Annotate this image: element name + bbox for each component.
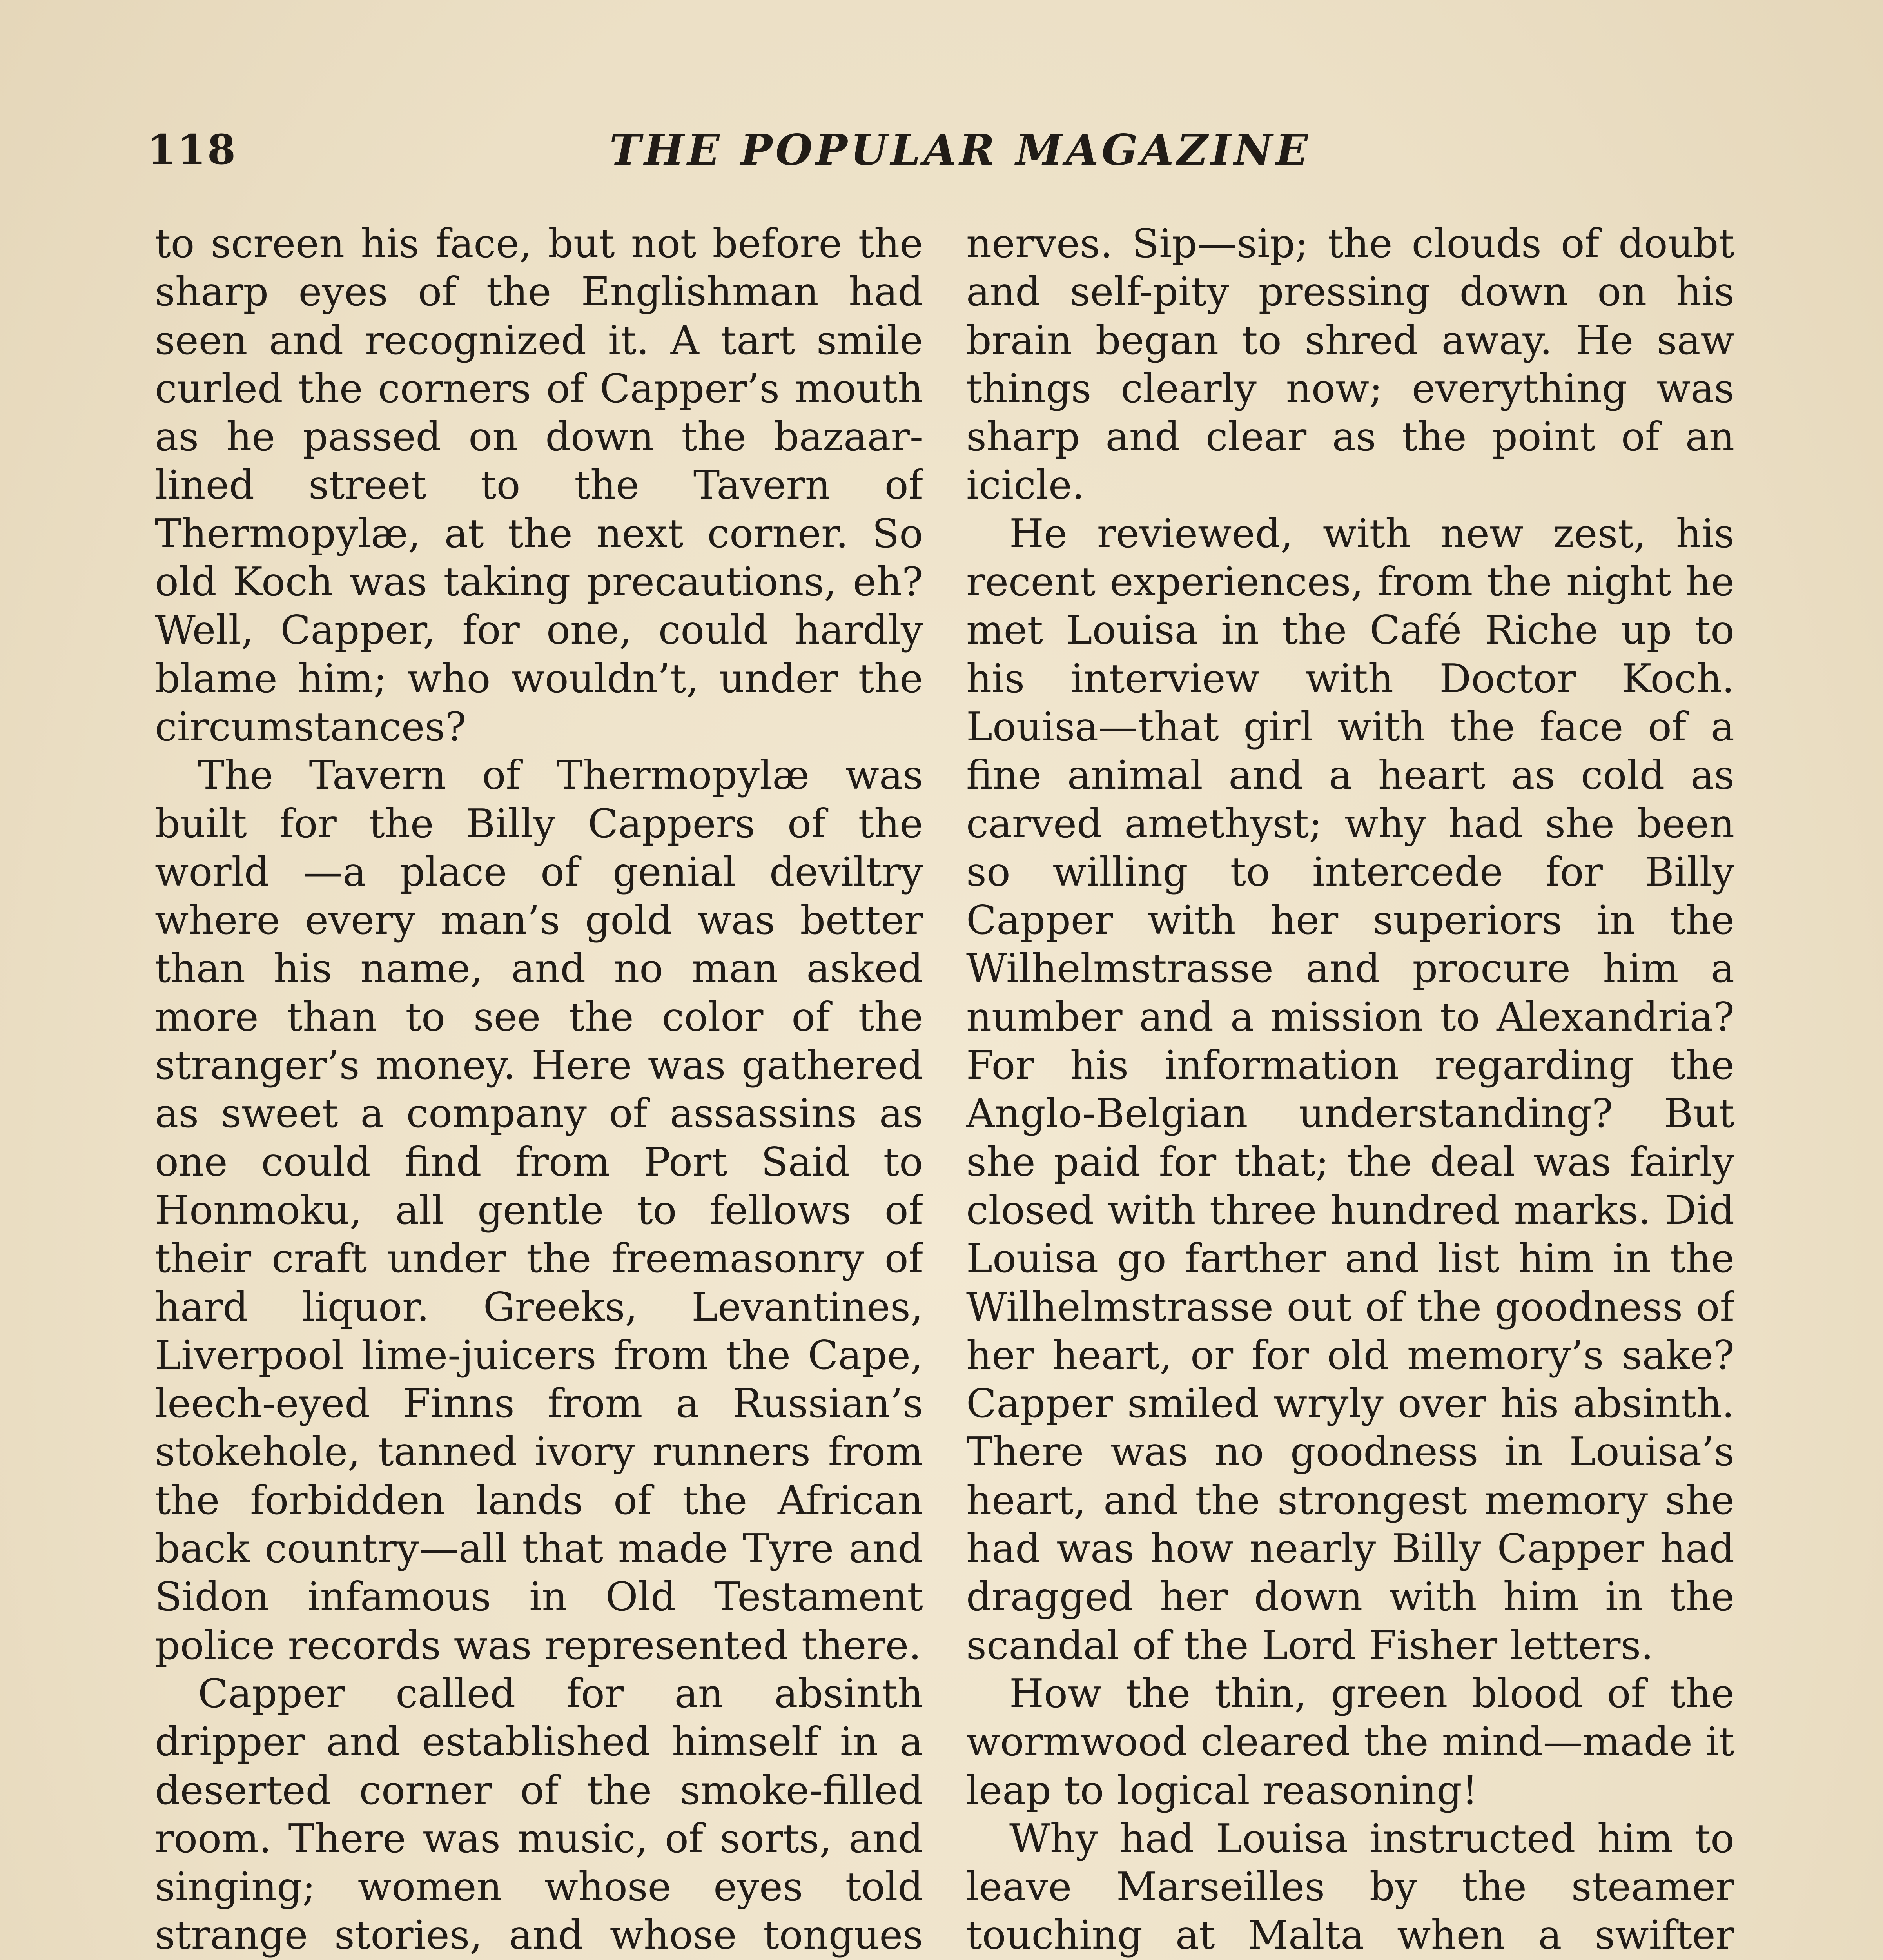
left-column [155,220,923,1960]
right-column [966,220,1734,1960]
page-number: 118 [147,125,238,174]
paragraph: The Tavern of Thermopylæ was built for the Billy Cappers of the world —a place of genial deviltry where every man’s gold was better than his name, and no man asked more than to see the color of the stranger’s money. Here was gathered as sweet a company of assassins as one could find from Port Said to Honmoku, all gentle to fellows of their craft under the freemasonry of hard liquor. Greeks, Levantines, Liverpool lime-juicers from the Cape, leech-eyed Finns from a Russian’s stokehole, tanned ivory runners from the forbidden lands of the African back country—all that made Tyre and Sidon infamous in Old Testament police records was represented there. [155,752,923,1668]
paragraph: He reviewed, with new zest, his recent experiences, from the night he met Louisa in the Café Riche up to his interview with Doctor Koch. Louisa—that girl with the face of a fine animal and a heart as cold as carved amethyst; why had she been so willing to intercede for Billy Capper with her superiors in the Wilhelmstrasse and procure him a number and a mission to Alexandria? For his information regarding the Anglo-Belgian understanding? But she paid for that; the deal was fairly closed with three hundred marks. Did Louisa go farther and list him in the Wilhelmstrasse out of the goodness of her heart, or for old memory’s sake? Capper smiled wryly over his absinth. There was no goodness in Louisa’s heart, and the strongest memory she had was how nearly Billy Capper had dragged her down with him in the scandal of the Lord Fisher letters. [966,510,1734,1668]
paragraph: Capper called for an absinth dripper and established himself in a deserted corner of the smoke-filled room. There was music, of sorts, and singing; women whose eyes told strange stories, and whose tongues [155,1670,923,1958]
page-header [0,125,1883,180]
paragraph: How the thin, green blood of the wormwood cleared the mind—made it leap to logical reasoning! [966,1670,1734,1813]
paragraph: Why had Louisa instructed him to leave Marseilles by the steamer touching at Malta when a swifter [966,1815,1734,1958]
running-head: THE POPULAR MAGAZINE [610,125,1311,175]
paragraph: nerves. Sip—sip; the clouds of doubt and self-pity pressing down on his brain began to shred away. He saw things clearly now; everything was sharp and clear as the point of an icicle. [966,220,1734,508]
paragraph: to screen his face, but not before the sharp eyes of the Englishman had seen and recognized it. A tart smile curled the corners of Capper’s mouth as he passed on down the bazaar-lined street to the Tavern of Thermopylæ, at the next corner. So old Koch was taking precautions, eh? Well, Capper, for one, could hardly blame him; who wouldn’t, under the circumstances? [155,220,923,750]
